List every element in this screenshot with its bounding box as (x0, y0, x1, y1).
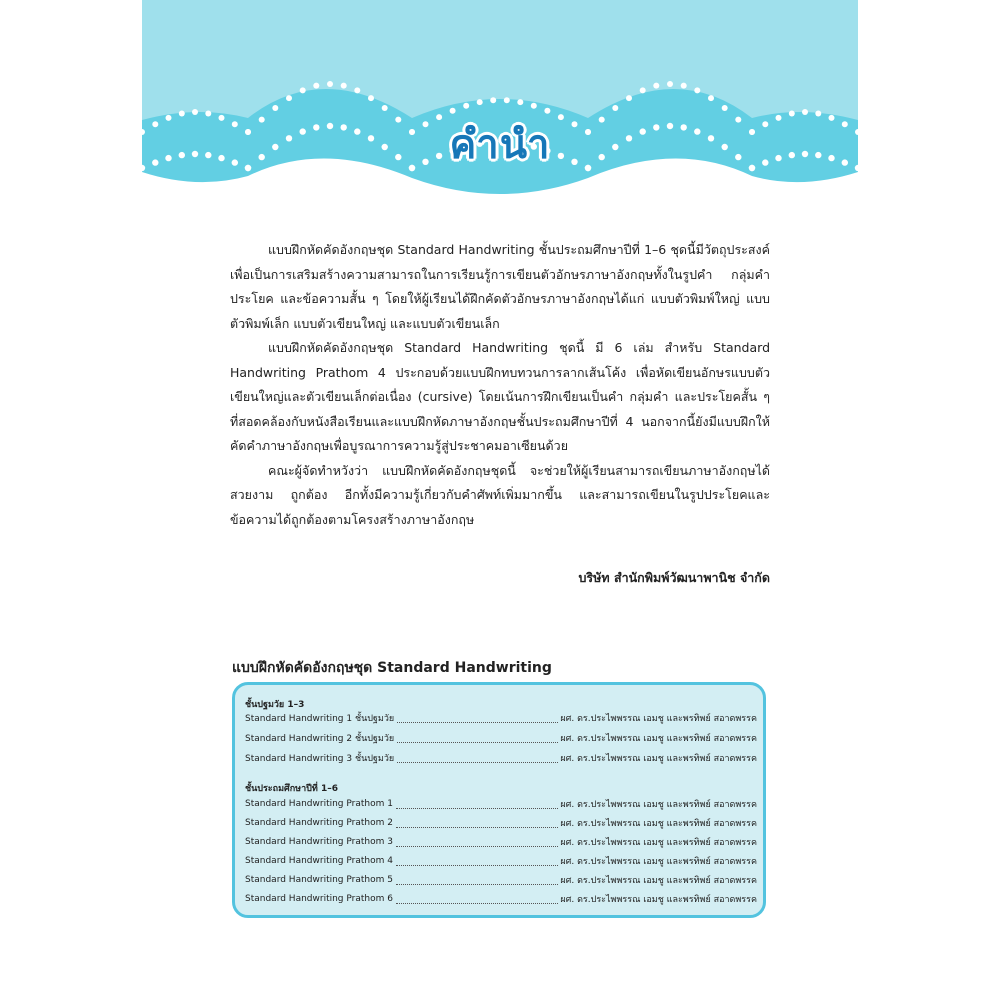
decorative-dot (272, 105, 278, 111)
decorative-dot (354, 128, 360, 134)
decorative-dot (286, 95, 292, 101)
decorative-dot (232, 159, 238, 165)
decorative-dot (612, 144, 618, 150)
publisher-signature: บริษัท สำนักพิมพ์วัฒนาพานิช จำกัด (578, 570, 770, 585)
decorative-dot (681, 83, 687, 89)
list-item (245, 835, 757, 849)
book-author: ผศ. ดร.ประไพพรรณ เอมชู และพรทิพย์ สอาดพรรค (560, 754, 757, 764)
decorative-dot (152, 159, 158, 165)
book-name: Standard Handwriting Prathom 5 (245, 875, 393, 885)
decorative-dot (612, 105, 618, 111)
dot-leader (396, 819, 558, 828)
decorative-dot (599, 117, 605, 123)
decorative-dot (681, 124, 687, 130)
decorative-dot (245, 165, 251, 171)
decorative-dot (789, 152, 795, 158)
decorative-dot (694, 87, 700, 93)
decorative-dot (245, 129, 251, 135)
decorative-dot (762, 121, 768, 127)
decorative-dot (667, 81, 673, 87)
decorative-dot (313, 124, 319, 130)
decorative-dot (382, 144, 388, 150)
decorative-dot (341, 83, 347, 89)
decorative-dot (395, 154, 401, 160)
decorative-dot (272, 144, 278, 150)
book-name: Standard Handwriting Prathom 3 (245, 837, 393, 847)
book-author: ผศ. ดร.ประไพพรรณ เอมชู และพรทิพย์ สอาดพรรค (560, 895, 757, 905)
list-item (245, 711, 757, 725)
group-title: ชั้นปฐมวัย 1–3 (245, 700, 305, 710)
decorative-dot (395, 117, 401, 123)
book-author: ผศ. ดร.ประไพพรรณ เอมชู และพรทิพย์ สอาดพรรค (560, 714, 757, 724)
book-author: ผศ. ดร.ประไพพรรณ เอมชู และพรทิพย์ สอาดพรรค (560, 838, 757, 848)
decorative-dot (735, 154, 741, 160)
dot-leader (396, 857, 558, 866)
decorative-dot (409, 129, 415, 135)
list-item (245, 797, 757, 811)
decorative-dot (776, 115, 782, 121)
decorative-dot (327, 81, 333, 87)
decorative-dot (749, 129, 755, 135)
list-item (245, 854, 757, 868)
book-name: Standard Handwriting Prathom 2 (245, 818, 393, 828)
decorative-dot (313, 83, 319, 89)
dot-leader (397, 714, 558, 723)
decorative-dot (735, 117, 741, 123)
dot-leader (396, 800, 558, 809)
decorative-dot (842, 159, 848, 165)
decorative-dot (368, 135, 374, 141)
decorative-dot (409, 165, 415, 171)
book-series-list (232, 682, 766, 918)
book-name: Standard Handwriting Prathom 4 (245, 856, 393, 866)
book-author: ผศ. ดร.ประไพพรรณ เอมชู และพรทิพย์ สอาดพรรค (560, 734, 757, 744)
decorative-dot (286, 135, 292, 141)
book-author: ผศ. ดร.ประไพพรรณ เอมชู และพรทิพย์ สอาดพรรค (560, 819, 757, 829)
decorative-dot (165, 155, 171, 161)
decorative-dot (192, 109, 198, 115)
decorative-dot (802, 109, 808, 115)
decorative-dot (599, 154, 605, 160)
decorative-dot (829, 115, 835, 121)
decorative-dot (259, 154, 265, 160)
book-author: ผศ. ดร.ประไพพรรณ เอมชู และพรทิพย์ สอาดพรรค (560, 876, 757, 886)
decorative-dot (477, 99, 483, 105)
decorative-dot (626, 135, 632, 141)
decorative-dot (192, 151, 198, 157)
series-list-title: แบบฝึกหัดคัดอังกฤษชุด Standard Handwriting (232, 660, 552, 676)
group-title: ชั้นประถมศึกษาปีที่ 1–6 (245, 784, 338, 794)
dot-leader (396, 876, 558, 885)
decorative-dot (517, 99, 523, 105)
decorative-dot (354, 87, 360, 93)
decorative-dot (749, 165, 755, 171)
list-item (245, 816, 757, 830)
decorative-dot (531, 103, 537, 109)
decorative-dot (640, 87, 646, 93)
list-item (245, 873, 757, 887)
dot-leader (396, 895, 558, 904)
intro-paragraph: แบบฝึกหัดคัดอังกฤษชุด Standard Handwriting ชุดนี้ มี 6 เล่ม สำหรับ Standard Handwriting Prathom 4 ประกอบด้วยแบบฝึกทบทวนการลากเส้นโค้ง เพื่อหัดเขียนอักษรแบบตัวเขียนใหญ่และตัวเขียนเล็กต่อเนื่อง (cursive) โดยเน้นการฝึกเขียนเป็นคำ กลุ่มคำ และประโยคสั้น ๆ ที่สอดคล้องกับหนังสือเรียนและแบบฝึกหัดภาษาอังกฤษชั้นประถมศึกษาปีที่ 4 นอกจากนี้ยังมีแบบฝึกให้คัดคำภาษาอังกฤษเพื่อบูรณาการความรู้สู่ประชาคมอาเซียนด้วย (230, 340, 770, 453)
intro-paragraph: แบบฝึกหัดคัดอังกฤษชุด Standard Handwriting ชั้นประถมศึกษาปีที่ 1–6 ชุดนี้มีวัตถุประสงค์เพื่อเป็นการเสริมสร้างความสามารถในการเรียนรู้การเขียนตัวอักษรภาษาอังกฤษทั้งในรูปคำ กลุ่มคำ ประโยค และข้อความสั้น ๆ โดยให้ผู้เรียนได้ฝึกคัดตัวอักษรภาษาอังกฤษได้แก่ แบบตัวพิมพ์ใหญ่ แบบตัวพิมพ์เล็ก แบบตัวเขียนใหญ่ และแบบตัวเขียนเล็ก (230, 242, 770, 331)
book-name: Standard Handwriting Prathom 6 (245, 894, 393, 904)
intro-paragraph: คณะผู้จัดทำหวังว่า แบบฝึกหัดคัดอังกฤษชุดนี้ จะช่วยให้ผู้เรียนสามารถเขียนภาษาอังกฤษได้สวยงาม ถูกต้อง อีกทั้งมีความรู้เกี่ยวกับคำศัพท์เพิ่มมากขึ้น และสามารถเขียนในรูปประโยคและข้อความได้ถูกต้องตามโครงสร้างภาษาอังกฤษ (230, 462, 770, 527)
decorative-dot (722, 144, 728, 150)
decorative-dot (789, 111, 795, 117)
decorative-dot (640, 128, 646, 134)
list-item (245, 731, 757, 745)
book-name: Standard Handwriting Prathom 1 (245, 799, 393, 809)
list-item (245, 892, 757, 906)
decorative-dot (205, 111, 211, 117)
decorative-dot (368, 95, 374, 101)
decorative-dot (694, 128, 700, 134)
dot-leader (397, 734, 558, 743)
book-name: Standard Handwriting 3 ชั้นปฐมวัย (245, 754, 395, 764)
decorative-dot (842, 121, 848, 127)
decorative-dot (259, 117, 265, 123)
book-author: ผศ. ดร.ประไพพรรณ เอมชู และพรทิพย์ สอาดพรรค (560, 800, 757, 810)
decorative-dot (300, 87, 306, 93)
decorative-dot (626, 95, 632, 101)
decorative-dot (463, 103, 469, 109)
decorative-dot (218, 155, 224, 161)
decorative-dot (327, 123, 333, 129)
decorative-dot (490, 97, 496, 103)
dot-leader (396, 838, 558, 847)
decorative-dot (179, 152, 185, 158)
decorative-dot (708, 95, 714, 101)
decorative-dot (722, 105, 728, 111)
decorative-dot (341, 124, 347, 130)
decorative-dot (653, 83, 659, 89)
decorative-dot (653, 124, 659, 130)
decorative-dot (815, 111, 821, 117)
list-item (245, 751, 757, 765)
decorative-dot (232, 121, 238, 127)
decorative-dot (828, 155, 834, 161)
dot-leader (397, 754, 558, 763)
decorative-dot (152, 121, 158, 127)
decorative-dot (205, 152, 211, 158)
book-name: Standard Handwriting 1 ชั้นปฐมวัย (245, 714, 395, 724)
decorative-dot (219, 115, 225, 121)
book-author: ผศ. ดร.ประไพพรรณ เอมชู และพรทิพย์ สอาดพรรค (560, 857, 757, 867)
decorative-dot (585, 129, 591, 135)
decorative-dot (775, 155, 781, 161)
decorative-dot (504, 97, 510, 103)
decorative-dot (585, 165, 591, 171)
book-name: Standard Handwriting 2 ชั้นปฐมวัย (245, 734, 395, 744)
decorative-dot (179, 111, 185, 117)
decorative-dot (300, 128, 306, 134)
decorative-dot (382, 105, 388, 111)
decorative-dot (166, 115, 172, 121)
decorative-dot (667, 123, 673, 129)
page-title: คำนำ (449, 122, 551, 168)
decorative-dot (802, 151, 808, 157)
introduction-text (230, 238, 770, 532)
decorative-dot (815, 152, 821, 158)
decorative-dot (708, 135, 714, 141)
decorative-dot (762, 159, 768, 165)
